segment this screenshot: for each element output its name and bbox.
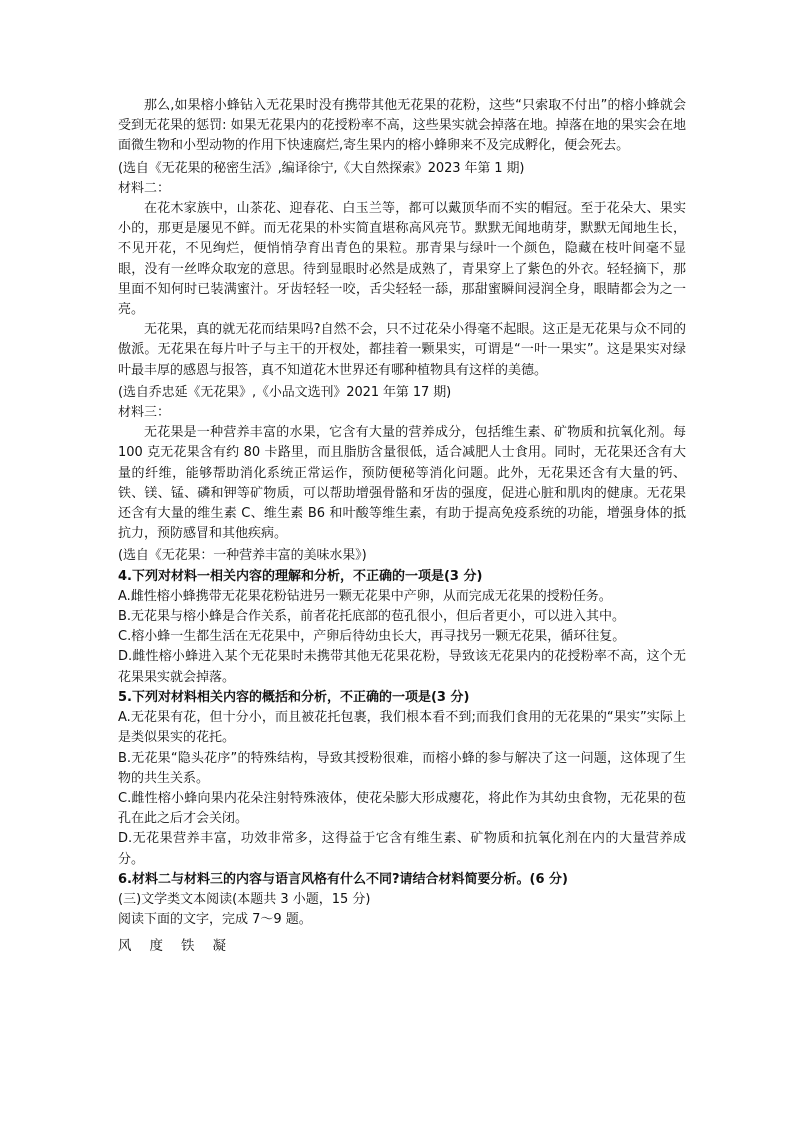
material-three-paragraph: 无花果是一种营养丰富的水果，它含有大量的营养成分，包括维生素、矿物质和抗氧化剂。每 100 克无花果含有约 80 卡路里，而且脂肪含量很低，适合减肥人士食用。同时，无花果还含有大量的纤维，能够帮助消化系统正常运作，预防便秘等消化问题。此外，无花果还含有大量的钙、铁、镁、锰、磷和钾等矿物质，可以帮助增强骨骼和牙齿的强度，促进心脏和肌肉的健康。无花果还含有大量的维生素 C、维生素 B6 和叶酸等维生素，有助于提高免疫系统的功能，增强身体的抵抗力，预防感冒和其他疾病。: [118, 425, 686, 542]
document-page: [118, 96, 686, 957]
story-title: 风度铁凝: [118, 938, 244, 955]
source-citation-1: (选自《无花果的秘密生活》,编译徐宁,《大自然探索》2023 年第 1 期): [118, 160, 525, 176]
material-two-label: 材料二：: [118, 180, 171, 196]
material-two-paragraph-2: 无花果，真的就无花而结果吗?自然不会，只不过花朵小得毫不起眼。这正是无花果与众不同的傲派。无花果在每片叶子与主干的开杈处，都挂着一颗果实，可谓是“一叶一果实”。这是果实对绿叶最丰厚的感恩与报答，真不知道花木世界还有哪种植物具有这样的美德。: [118, 322, 686, 378]
material-three-label: 材料三：: [118, 405, 171, 421]
reading-instruction: 阅读下面的文字，完成 7～9 题。: [118, 912, 312, 928]
material-two-paragraph-1: 在花木家族中，山茶花、迎春花、白玉兰等，都可以戴顶华而不实的帽冠。至于花朵大、果实小的，那更是屡见不鲜。而无花果的朴实简直堪称高风亮节。默默无闻地萌芽，默默无闻地生长，不见开花，不见绚烂，便悄悄孕育出青色的果粒。那青果与绿叶一个颜色，隐藏在枝叶间毫不显眼，没有一丝哗众取宠的意思。待到显眼时必然是成熟了，青果穿上了紫色的外衣。轻轻摘下，那里面不知何时已装满蜜汁。牙齿轻轻一咬，舌尖轻轻一舔，那甜蜜瞬间浸润全身，眼睛都会为之一亮。: [118, 201, 686, 318]
question-4-option-d: D.雌性榕小蜂进入某个无花果时未携带其他无花果花粉，导致该无花果内的花授粉率不高，这个无花果果实就会掉落。: [118, 649, 686, 685]
section-three-heading: (三)文学类文本阅读(本题共 3 小题，15 分): [118, 891, 371, 907]
question-6: 6.材料二与材料三的内容与语言风格有什么不同?请结合材料简要分析。(6 分): [118, 871, 568, 887]
question-5: 5.下列对材料相关内容的概括和分析，不正确的一项是(3 分): [118, 689, 470, 705]
question-5-option-d: D.无花果营养丰富，功效非常多，这得益于它含有维生素、矿物质和抗氧化剂在内的大量营养成分。: [118, 831, 686, 867]
question-5-option-b: B.无花果“隐头花序”的特殊结构，导致其授粉很难，而榕小蜂的参与解决了这一问题，这体现了生物的共生关系。: [118, 750, 686, 786]
source-citation-2: (选自乔忠延《无花果》,《小品文选刊》2021 年第 17 期): [118, 384, 452, 400]
question-4-option-c: C.榕小蜂一生都生活在无花果中，产卵后待幼虫长大，再寻找另一颗无花果，循环往复。: [118, 629, 626, 645]
question-5-option-c: C.雌性榕小蜂向果内花朵注射特殊液体，使花朵膨大形成瘿花，将此作为其幼虫食物，无花果的苞孔在此之后才会关闭。: [118, 790, 686, 827]
question-5-option-a: A.无花果有花，但十分小，而且被花托包裹，我们根本看不到;而我们食用的无花果的“果实”实际上是类似果实的花托。: [118, 710, 686, 746]
question-4-option-b: B.无花果与榕小蜂是合作关系，前者花托底部的苞孔很小，但后者更小，可以进入其中。: [118, 609, 626, 625]
source-citation-3: (选自《无花果：一种营养丰富的美味水果》): [118, 548, 367, 564]
material-one-closing-paragraph: 那么,如果榕小蜂钻入无花果时没有携带其他无花果的花粉，这些“只索取不付出”的榕小蜂就会受到无花果的惩罚: 如果无花果内的花授粉率不高，这些果实就会掉落在地。掉落在地的果实会在地面微生物和小型动物的作用下快速腐烂,寄生果内的榕小蜂卵来不及完成孵化，便会死去。: [118, 98, 686, 154]
question-4-option-a: A.雌性榕小蜂携带无花果花粉钻进另一颗无花果中产卵，从而完成无花果的授粉任务。: [118, 588, 612, 604]
question-4: 4.下列对材料一相关内容的理解和分析，不正确的一项是(3 分): [118, 568, 483, 584]
